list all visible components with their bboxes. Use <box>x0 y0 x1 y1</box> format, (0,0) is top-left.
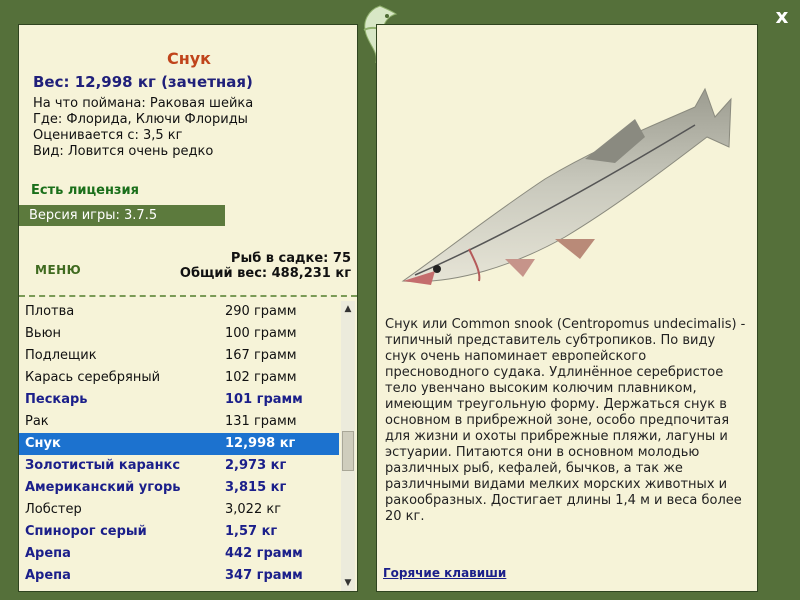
fish-in-cage: Рыб в садке: 75 <box>230 251 351 266</box>
catch-list-row[interactable] <box>19 367 339 389</box>
catch-fish-name: Карась серебряный <box>25 370 161 385</box>
fish-details <box>33 96 253 160</box>
cage-stats <box>180 251 351 281</box>
fish-weight: Вес: 12,998 кг (зачетная) <box>33 73 253 91</box>
catch-fish-weight: 347 грамм <box>225 568 303 583</box>
catch-fish-name: Снук <box>25 436 61 451</box>
scroll-up-icon[interactable]: ▲ <box>344 304 352 314</box>
catch-fish-weight: 131 грамм <box>225 414 297 429</box>
species-rarity: Вид: Ловится очень редко <box>33 144 214 159</box>
catch-fish-name: Спинорог серый <box>25 524 147 539</box>
catch-list-row[interactable] <box>19 433 339 455</box>
catch-fish-weight: 102 грамм <box>225 370 297 385</box>
license-status: Есть лицензия <box>31 183 139 198</box>
divider <box>19 295 357 297</box>
catch-fish-weight: 290 грамм <box>225 304 297 319</box>
catch-fish-name: Американский угорь <box>25 480 181 495</box>
catch-fish-weight: 100 грамм <box>225 326 297 341</box>
catch-fish-name: Арепа <box>25 546 71 561</box>
fish-title: Снук <box>166 49 212 68</box>
catch-list-scrollbar[interactable] <box>341 301 355 591</box>
location: Где: Флорида, Ключи Флориды <box>33 112 248 127</box>
caught-on: На что поймана: Раковая шейка <box>33 96 254 111</box>
catch-list-row[interactable] <box>19 565 339 587</box>
catch-list-row[interactable] <box>19 477 339 499</box>
close-button[interactable]: x <box>775 4 789 28</box>
scroll-down-icon[interactable]: ▼ <box>344 578 352 588</box>
catch-fish-weight: 1,57 кг <box>225 524 278 539</box>
fish-image <box>395 59 735 289</box>
catch-fish-weight: 167 грамм <box>225 348 297 363</box>
menu-button[interactable]: МЕНЮ <box>35 263 82 277</box>
catch-fish-name: Рак <box>25 414 49 429</box>
game-version: Версия игры: 3.7.5 <box>19 205 225 226</box>
catch-fish-name: Золотистый каранкс <box>25 458 181 473</box>
fish-description: Снук или Common snook (Centropomus undecimalis) - типичный представитель субтропиков. По виду снук очень напоминает европейского пресноводного судака. Удлинённое серебристое тело увенчано высоким колючим плавником, имеющим треугольную форму. Держаться снук в основном в прибрежной зоне, особо предпочитая для жизни и охоты прибрежные пляжи, лагуны и эстуарии. Питаются они в основном молодью различных рыб, кефалей, бычков, а так же различными видами мелких морских животных и ракообразных. Достигает длины 1,4 м и веса более 20 кг. <box>385 317 746 524</box>
catch-list-row[interactable] <box>19 411 339 433</box>
catch-list-row[interactable] <box>19 389 339 411</box>
catch-list-row[interactable] <box>19 301 339 323</box>
catch-info-panel <box>18 24 358 592</box>
catch-list-row[interactable] <box>19 455 339 477</box>
catch-fish-weight: 3,815 кг <box>225 480 287 495</box>
hotkeys-link[interactable]: Горячие клавиши <box>383 566 507 580</box>
catch-fish-weight: 3,022 кг <box>225 502 282 517</box>
catch-fish-name: Пескарь <box>25 392 88 407</box>
catch-list-row[interactable] <box>19 345 339 367</box>
scrollbar-thumb[interactable] <box>342 431 354 471</box>
catch-list-row[interactable] <box>19 499 339 521</box>
catch-fish-name: Арепа <box>25 568 71 583</box>
catch-fish-weight: 442 грамм <box>225 546 303 561</box>
catch-fish-weight: 101 грамм <box>225 392 303 407</box>
fish-description-panel <box>376 24 758 592</box>
catch-list <box>19 301 339 592</box>
catch-list-row[interactable] <box>19 521 339 543</box>
catch-list-row[interactable] <box>19 543 339 565</box>
catch-fish-name: Подлещик <box>25 348 97 363</box>
catch-fish-name: Плотва <box>25 304 75 319</box>
total-weight: Общий вес: 488,231 кг <box>179 266 351 281</box>
catch-list-row[interactable] <box>19 323 339 345</box>
catch-fish-weight: 12,998 кг <box>225 436 296 451</box>
catch-fish-weight: 2,973 кг <box>225 458 287 473</box>
catch-fish-name: Лобстер <box>25 502 82 517</box>
scored-from: Оценивается с: 3,5 кг <box>33 128 183 143</box>
catch-fish-name: Вьюн <box>25 326 62 341</box>
